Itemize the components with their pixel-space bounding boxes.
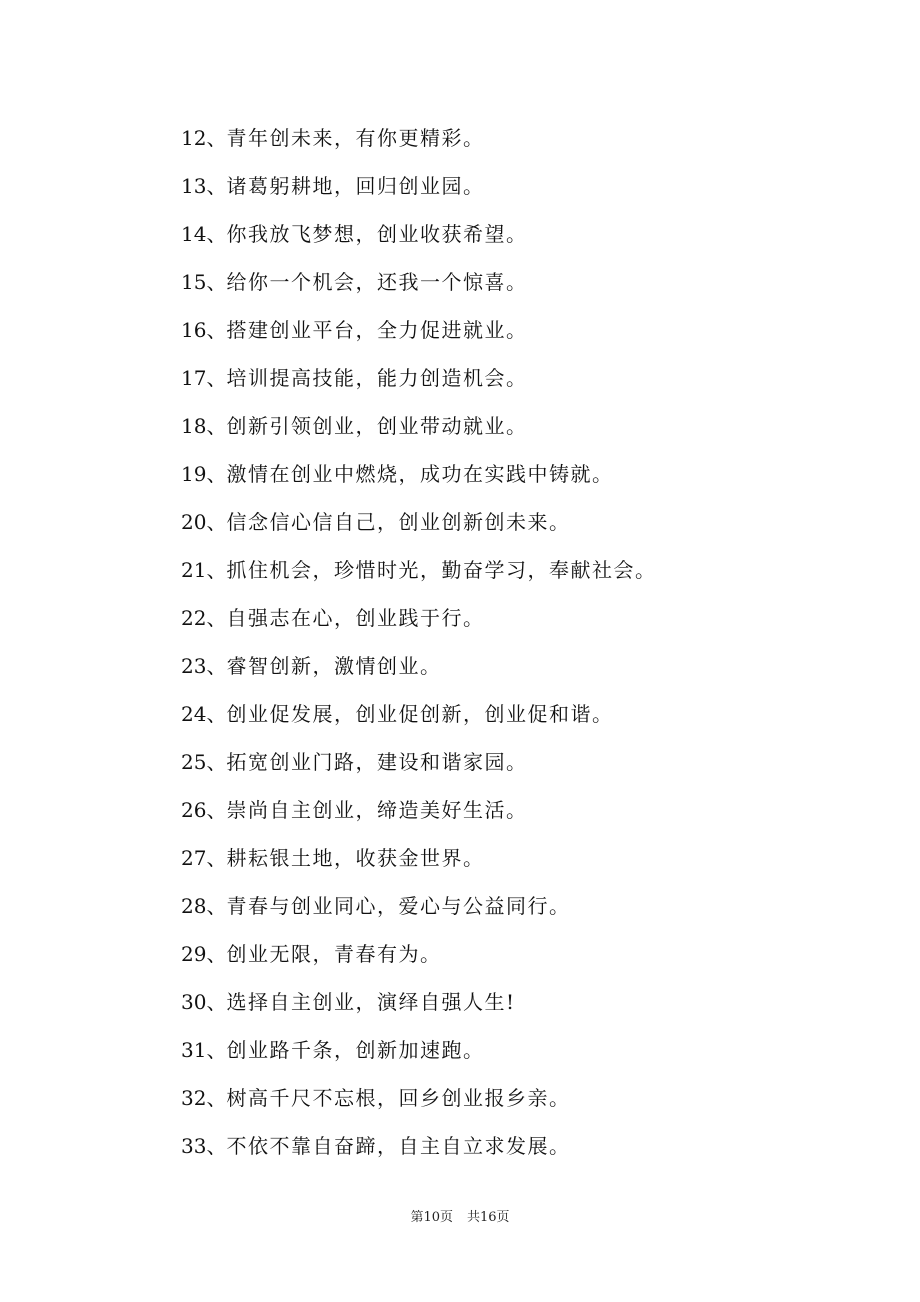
item-text: 睿智创新，激情创业。 <box>226 654 442 678</box>
list-item <box>181 552 656 600</box>
item-text: 树高千尺不忘根，回乡创业报乡亲。 <box>226 1086 571 1110</box>
item-number: 14、 <box>181 222 227 246</box>
item-text: 搭建创业平台，全力促进就业。 <box>226 318 528 342</box>
item-number: 15、 <box>181 270 227 294</box>
item-number: 30、 <box>181 990 227 1014</box>
item-number: 21、 <box>181 558 227 582</box>
item-text: 青年创未来，有你更精彩。 <box>226 126 485 150</box>
item-text: 自强志在心，创业践于行。 <box>226 606 485 630</box>
item-number: 25、 <box>181 750 227 774</box>
item-number: 28、 <box>181 894 227 918</box>
item-text: 崇尚自主创业，缔造美好生活。 <box>226 798 528 822</box>
item-text: 耕耘银土地，收获金世界。 <box>226 846 485 870</box>
list-item <box>181 312 656 360</box>
list-item <box>181 600 656 648</box>
item-number: 26、 <box>181 798 227 822</box>
item-number: 29、 <box>181 942 227 966</box>
item-text: 激情在创业中燃烧，成功在实践中铸就。 <box>226 462 614 486</box>
item-number: 13、 <box>181 174 227 198</box>
list-item <box>181 888 656 936</box>
list-item <box>181 1128 656 1176</box>
list-item <box>181 744 656 792</box>
total-pages-label: 共16页 <box>467 1210 510 1225</box>
item-text: 创业促发展，创业促创新，创业促和谐。 <box>226 702 614 726</box>
item-number: 22、 <box>181 606 227 630</box>
current-page-label: 第10页 <box>410 1210 453 1225</box>
list-item <box>181 936 656 984</box>
list-item <box>181 1080 656 1128</box>
item-number: 33、 <box>181 1134 227 1158</box>
item-text: 抓住机会，珍惜时光，勤奋学习，奉献社会。 <box>226 558 657 582</box>
list-item <box>181 456 656 504</box>
item-number: 24、 <box>181 702 227 726</box>
list-item <box>181 648 656 696</box>
list-item <box>181 840 656 888</box>
item-number: 32、 <box>181 1086 227 1110</box>
item-number: 23、 <box>181 654 227 678</box>
item-text: 诸葛躬耕地，回归创业园。 <box>226 174 485 198</box>
item-number: 12、 <box>181 126 227 150</box>
item-number: 17、 <box>181 366 227 390</box>
item-text: 不依不靠自奋蹄，自主自立求发展。 <box>226 1134 571 1158</box>
item-text: 信念信心信自己，创业创新创未来。 <box>226 510 571 534</box>
item-text: 你我放飞梦想，创业收获希望。 <box>226 222 528 246</box>
list-item <box>181 408 656 456</box>
item-number: 19、 <box>181 462 227 486</box>
item-number: 31、 <box>181 1038 227 1062</box>
list-item <box>181 264 656 312</box>
list-item <box>181 1032 656 1080</box>
item-text: 创新引领创业，创业带动就业。 <box>226 414 528 438</box>
list-item <box>181 504 656 552</box>
slogan-list <box>181 120 656 1176</box>
item-text: 青春与创业同心，爱心与公益同行。 <box>226 894 571 918</box>
list-item <box>181 696 656 744</box>
list-item <box>181 120 656 168</box>
item-number: 20、 <box>181 510 227 534</box>
item-text: 创业路千条，创新加速跑。 <box>226 1038 485 1062</box>
list-item <box>181 216 656 264</box>
list-item <box>181 360 656 408</box>
list-item <box>181 168 656 216</box>
item-number: 16、 <box>181 318 227 342</box>
item-number: 27、 <box>181 846 227 870</box>
item-number: 18、 <box>181 414 227 438</box>
item-text: 创业无限，青春有为。 <box>226 942 442 966</box>
item-text: 选择自主创业，演绎自强人生! <box>226 990 516 1014</box>
list-item <box>181 984 656 1032</box>
page-footer <box>0 1206 920 1225</box>
item-text: 给你一个机会，还我一个惊喜。 <box>226 270 528 294</box>
list-item <box>181 792 656 840</box>
item-text: 拓宽创业门路，建设和谐家园。 <box>226 750 528 774</box>
item-text: 培训提高技能，能力创造机会。 <box>226 366 528 390</box>
